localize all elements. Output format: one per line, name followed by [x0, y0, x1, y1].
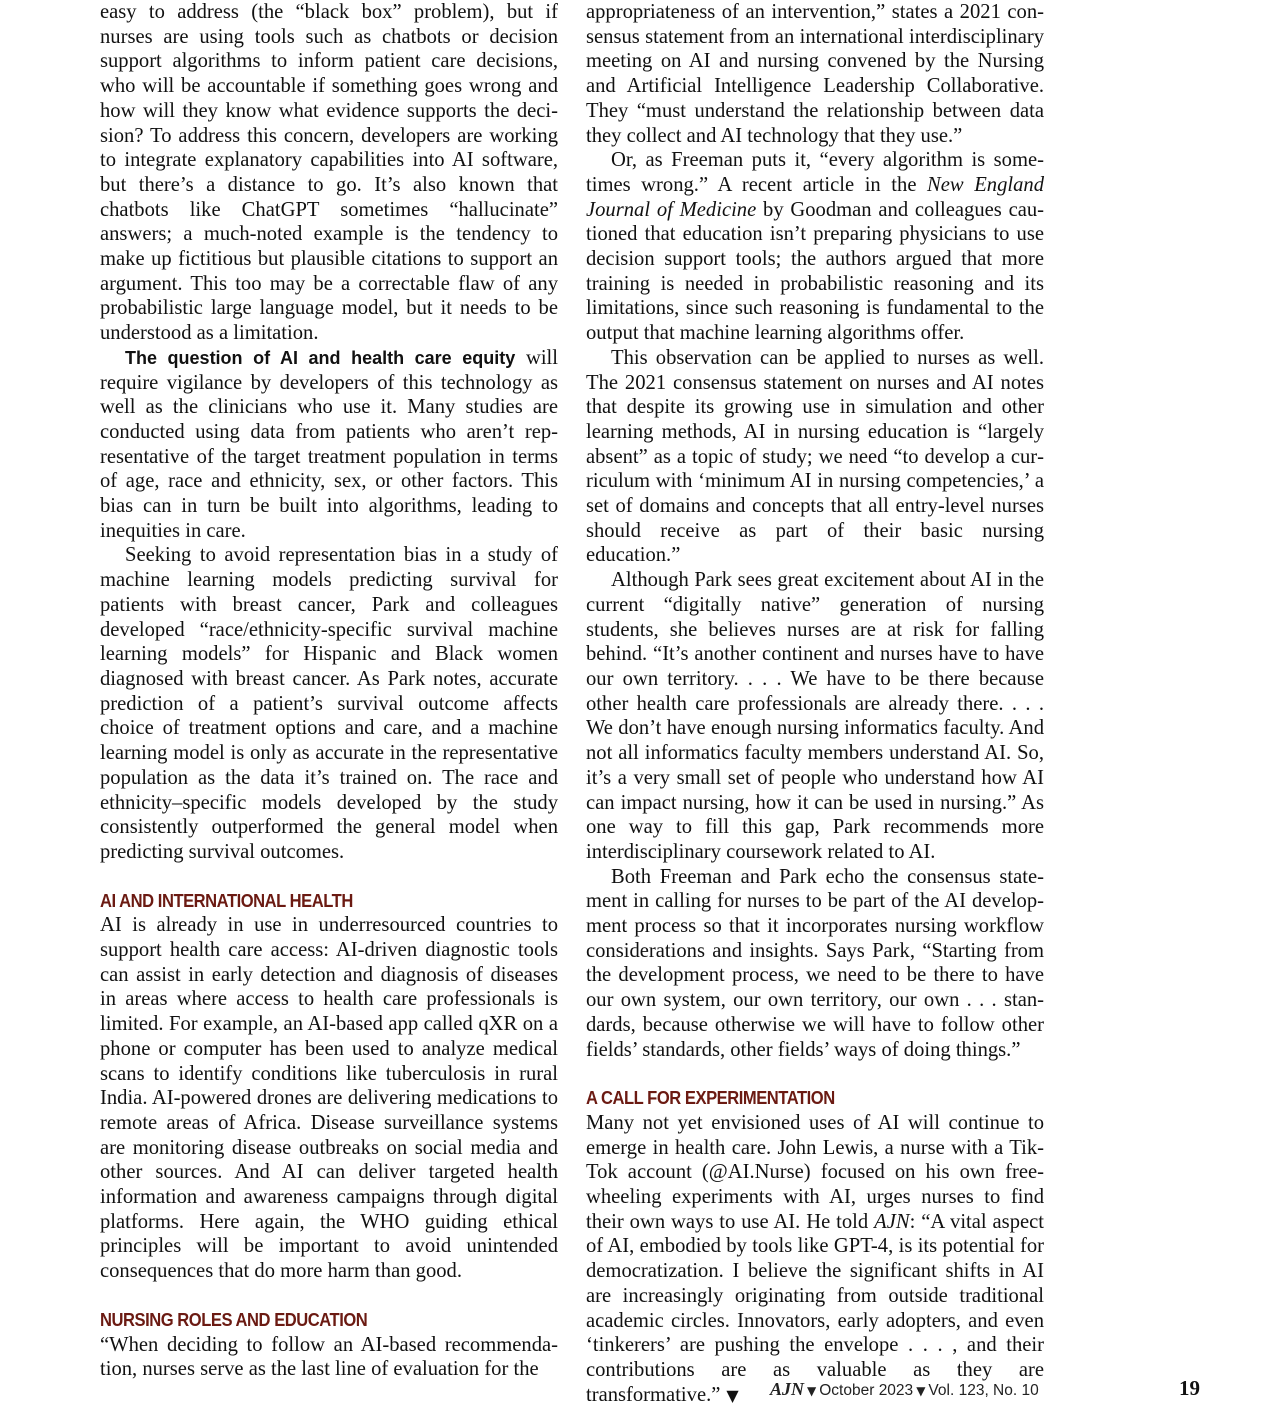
- footer-journal: AJN: [770, 1379, 805, 1399]
- left-paragraph-1: easy to address (the “black box” problem), but if nurses are using tools such as chatbots or decision support algorithms to inform patient care decisions, who will be accountable if something goes wrong and how will they know what evidence supports the decision? To address this concern, developers are working to integrate explanatory capabilities into AI software, but there’s a distance to go. It’s also known that chatbots like ChatGPT sometimes “hallucinate” answers; a much-noted example is the tendency to make up fictitious but plausible citations to support an argument. This too may be a correctable flaw of any probabilistic large language model, but it needs to be understood as a limitation.: [100, 1, 558, 345]
- left-paragraph-3: Seeking to avoid representation bias in a study of machine learning models predicting survival for patients with breast cancer, Park and colleagues developed “race/ethnicity-specific survival machine learning models” for Hispanic and Black women diagnosed with breast cancer. As Park notes, accurate prediction of a patient’s survival outcome affects choice of treatment options and care, and a machine learning model is only as accurate in the representative population as the data it’s trained on. The race and ethnicity–specific models developed by the study consistently outperformed the general model when predicting survival outcomes.: [100, 544, 558, 863]
- left-paragraph-4: AI is already in use in underresourced countries to support health care access: AI-driven diagnostic tools can assist in early detection and diagnosis of diseases in areas where access to health care professionals is limited. For example, an AI-based app called qXR on a phone or computer has been used to analyze medical scans to identify conditions like tuberculosis in rural India. AI-powered drones are delivering medications to remote areas of Africa. Disease surveillance systems are monitoring disease outbreaks on social media and other sources. And AI can deliver targeted health information and awareness campaigns through digital platforms. Here again, the WHO guiding ethical principles will be important to avoid unintended consequences that do more harm than good.: [100, 914, 558, 1283]
- section-heading-experimentation: A CALL FOR EXPERIMENTATION: [586, 1088, 835, 1109]
- right-paragraph-4: Although Park sees great excitement about AI in the current “digitally native” generation of nursing students, she believes nurses are at risk for falling behind. “It’s another continent and nurses have to have our own territory. . . . We have to be there because other health care professionals are already there. . . . We don’t have enough nursing informatics faculty. And not all informatics faculty members understand AI. So, it’s a very small set of people who understand how AI can impact nursing, how it can be used in nursing.” As one way to fill this gap, Park recommends more interdisciplinary coursework related to AI.: [586, 569, 1044, 863]
- right-paragraph-1: appropriateness of an intervention,” states a 2021 consensus statement from an international interdisciplinary meeting on AI and nursing convened by the Nursing and Artificial Intelligence Leadership Collaborative. They “must understand the relationship between data they collect and AI technology that they use.”: [586, 1, 1044, 147]
- run-in-lead: The question of AI and health care equity: [125, 347, 516, 368]
- footer-volume: Vol. 123, No. 10: [928, 1382, 1039, 1399]
- left-paragraph-2: [100, 346, 558, 544]
- right-paragraph-6: [586, 1111, 1044, 1408]
- left-paragraph-2-text: will require vigilance by developers of this technology as well as the clinicians who use it. Many studies are conducted using data from patients who aren’t representative of the target treatment population in terms of age, race and ethnicity, sex, or other factors. This bias can in turn be built into algorithms, leading to inequities in care.: [100, 346, 558, 542]
- section-heading-international-health: AI AND INTERNATIONAL HEALTH: [100, 890, 353, 911]
- page-footer: [770, 1376, 1200, 1403]
- journal-title-ajn: AJN: [874, 1210, 910, 1233]
- footer-separator-icon: ▼: [807, 1384, 817, 1398]
- right-paragraph-2: [586, 148, 1044, 346]
- right-paragraph-6-text-a: Many not yet envisioned uses of AI will continue to emerge in health care. John Lewis, a nurse with a TikTok account (@AI.Nurse) focused on his own freewheeling experiments with AI, urges nurses to find their own ways to use AI. He told: [586, 1111, 1044, 1233]
- right-paragraph-5: Both Freeman and Park echo the consensus statement in calling for nurses to be part of the AI development process so that it incorporates nursing workflow considerations and insights. Says Park, “Starting from the development process, we need to be there to have our own system, our own territory, our own . . . standards, because otherwise we will have to follow other fields’ standards, other fields’ ways of doing things.”: [586, 865, 1044, 1061]
- right-paragraph-6-text-b: : “A vital aspect of AI, embodied by tools like GPT-4, is its potential for democratization. I believe the significant shifts in AI are increasingly originating from outside traditional academic circles. Innovators, early adopters, and even ‘tinkerers’ are pushing the envelope . . . , and their contributions are as valuable as they are transformative.”: [586, 1210, 1044, 1406]
- section-heading-nursing-roles: NURSING ROLES AND EDUCATION: [100, 1309, 368, 1330]
- right-column: [586, 0, 1044, 1408]
- right-paragraph-3: This observation can be applied to nurses as well. The 2021 consensus statement on nurses and AI notes that despite its growing use in simulation and other learning methods, AI in nursing education is “largely absent” as a topic of study; we need “to develop a curriculum with ‘minimum AI in nursing competencies,’ a set of domains and concepts that all entry-level nurses should receive as part of their basic nursing education.”: [586, 346, 1044, 567]
- end-of-article-icon: ▼: [726, 1385, 739, 1405]
- journal-title-nejm: New England Journal of Medicine: [586, 173, 1044, 221]
- page-number: 19: [1179, 1376, 1200, 1400]
- right-paragraph-2-text-b: by Goodman and colleagues cautioned that education isn’t preparing physicians to use decision support tools; the authors argued that more training is needed in probabilistic reasoning and its limitations, since such reasoning is fundamental to the output that machine learning algorithms offer.: [586, 198, 1044, 345]
- left-paragraph-5: “When deciding to follow an AI-based recommendation, nurses serve as the last line of evaluation for the: [100, 1333, 558, 1381]
- footer-separator-icon: ▼: [916, 1384, 926, 1398]
- right-paragraph-2-text-a: Or, as Freeman puts it, “every algorithm is sometimes wrong.” A recent article in the: [586, 149, 1044, 196]
- footer-date: October 2023: [819, 1382, 914, 1399]
- left-column: [100, 0, 558, 1382]
